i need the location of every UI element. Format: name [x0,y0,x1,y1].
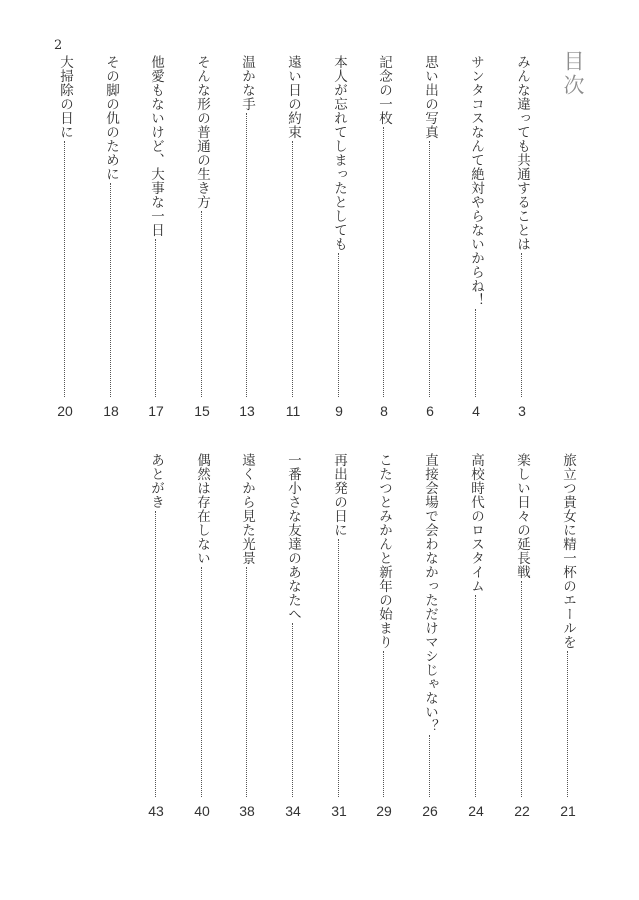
toc-entry[interactable] [374,453,394,823]
toc-entry[interactable] [512,453,532,823]
entry-title: 大掃除の日に [57,55,73,139]
toc-entry[interactable] [237,55,257,423]
entry-title: 直接会場で会わなかっただけマシじゃない？ [422,453,438,733]
dot-leader [246,113,247,397]
dot-leader [429,735,430,797]
dot-leader [475,595,476,797]
toc-entry[interactable] [146,55,166,423]
toc-entry[interactable] [146,453,166,823]
entry-page-number: 13 [239,403,255,419]
entry-page-number: 21 [560,803,576,819]
entry-title: 高校時代のロスタイム [468,453,484,593]
dot-leader [201,567,202,797]
entry-title: 再出発の日に [331,453,347,537]
entry-title: あとがき [148,453,164,509]
entry-title: その脚の仇のために [103,55,119,181]
toc-heading: 目次 [561,50,585,98]
dot-leader [64,141,65,397]
dot-leader [521,581,522,797]
dot-leader [338,253,339,397]
toc-entry[interactable] [283,55,303,423]
page-number: 2 [54,38,63,53]
entry-title: 旅立つ貴女に精一杯のエールを [560,453,576,649]
entry-title: 他愛もないけど、大事な一日 [148,55,164,237]
entry-page-number: 40 [194,803,210,819]
toc-entry[interactable] [55,55,75,423]
dot-leader [521,253,522,397]
dot-leader [429,141,430,397]
toc-entry[interactable] [237,453,257,823]
toc-entry[interactable] [420,453,440,823]
toc-entry[interactable] [192,55,212,423]
entry-page-number: 43 [148,803,164,819]
toc-entry[interactable] [466,55,486,423]
toc-entry[interactable] [512,55,532,423]
entry-title: 楽しい日々の延長戦 [514,453,530,579]
entry-title: サンタコスなんて絶対やらないからね！ [468,55,484,307]
entry-title: 温かな手 [239,55,255,111]
toc-entry[interactable] [558,453,578,823]
toc-entry[interactable] [329,55,349,423]
dot-leader [567,651,568,797]
entry-title: 記念の一枚 [376,55,392,125]
dot-leader [383,127,384,397]
toc-entry[interactable] [374,55,394,423]
entry-page-number: 22 [514,803,530,819]
entry-title: 本人が忘れてしまったとしても [331,55,347,251]
entry-title: こたつとみかんと新年の始まり [376,453,392,649]
entry-title: みんな違っても共通することは [514,55,530,251]
dot-leader [155,239,156,397]
toc-entry[interactable] [192,453,212,823]
entry-page-number: 17 [148,403,164,419]
entry-title: そんな形の普通の生き方 [194,55,210,209]
dot-leader [246,567,247,797]
entry-page-number: 6 [426,403,434,419]
entry-title: 思い出の写真 [422,55,438,139]
entry-page-number: 20 [57,403,73,419]
entry-title: 一番小さな友達のあなたへ [285,453,301,621]
entry-page-number: 11 [285,403,301,419]
entry-title: 遠くから見た光景 [239,453,255,565]
dot-leader [383,651,384,797]
entry-page-number: 26 [422,803,438,819]
entry-page-number: 15 [194,403,210,419]
entry-page-number: 24 [468,803,484,819]
entry-page-number: 31 [331,803,347,819]
dot-leader [292,623,293,797]
dot-leader [475,309,476,397]
dot-leader [201,211,202,397]
dot-leader [338,539,339,797]
entry-page-number: 9 [335,403,343,419]
entry-page-number: 4 [472,403,480,419]
dot-leader [110,183,111,397]
entry-title: 偶然は存在しない [194,453,210,565]
entry-page-number: 29 [376,803,392,819]
dot-leader [155,511,156,797]
entry-page-number: 18 [103,403,119,419]
dot-leader [292,141,293,397]
entry-page-number: 8 [380,403,388,419]
entry-page-number: 38 [239,803,255,819]
toc-entry[interactable] [101,55,121,423]
entry-title: 遠い日の約束 [285,55,301,139]
toc-entry[interactable] [283,453,303,823]
toc-entry[interactable] [420,55,440,423]
toc-entry[interactable] [466,453,486,823]
toc-entry[interactable] [329,453,349,823]
entry-page-number: 3 [518,403,526,419]
entry-page-number: 34 [285,803,301,819]
